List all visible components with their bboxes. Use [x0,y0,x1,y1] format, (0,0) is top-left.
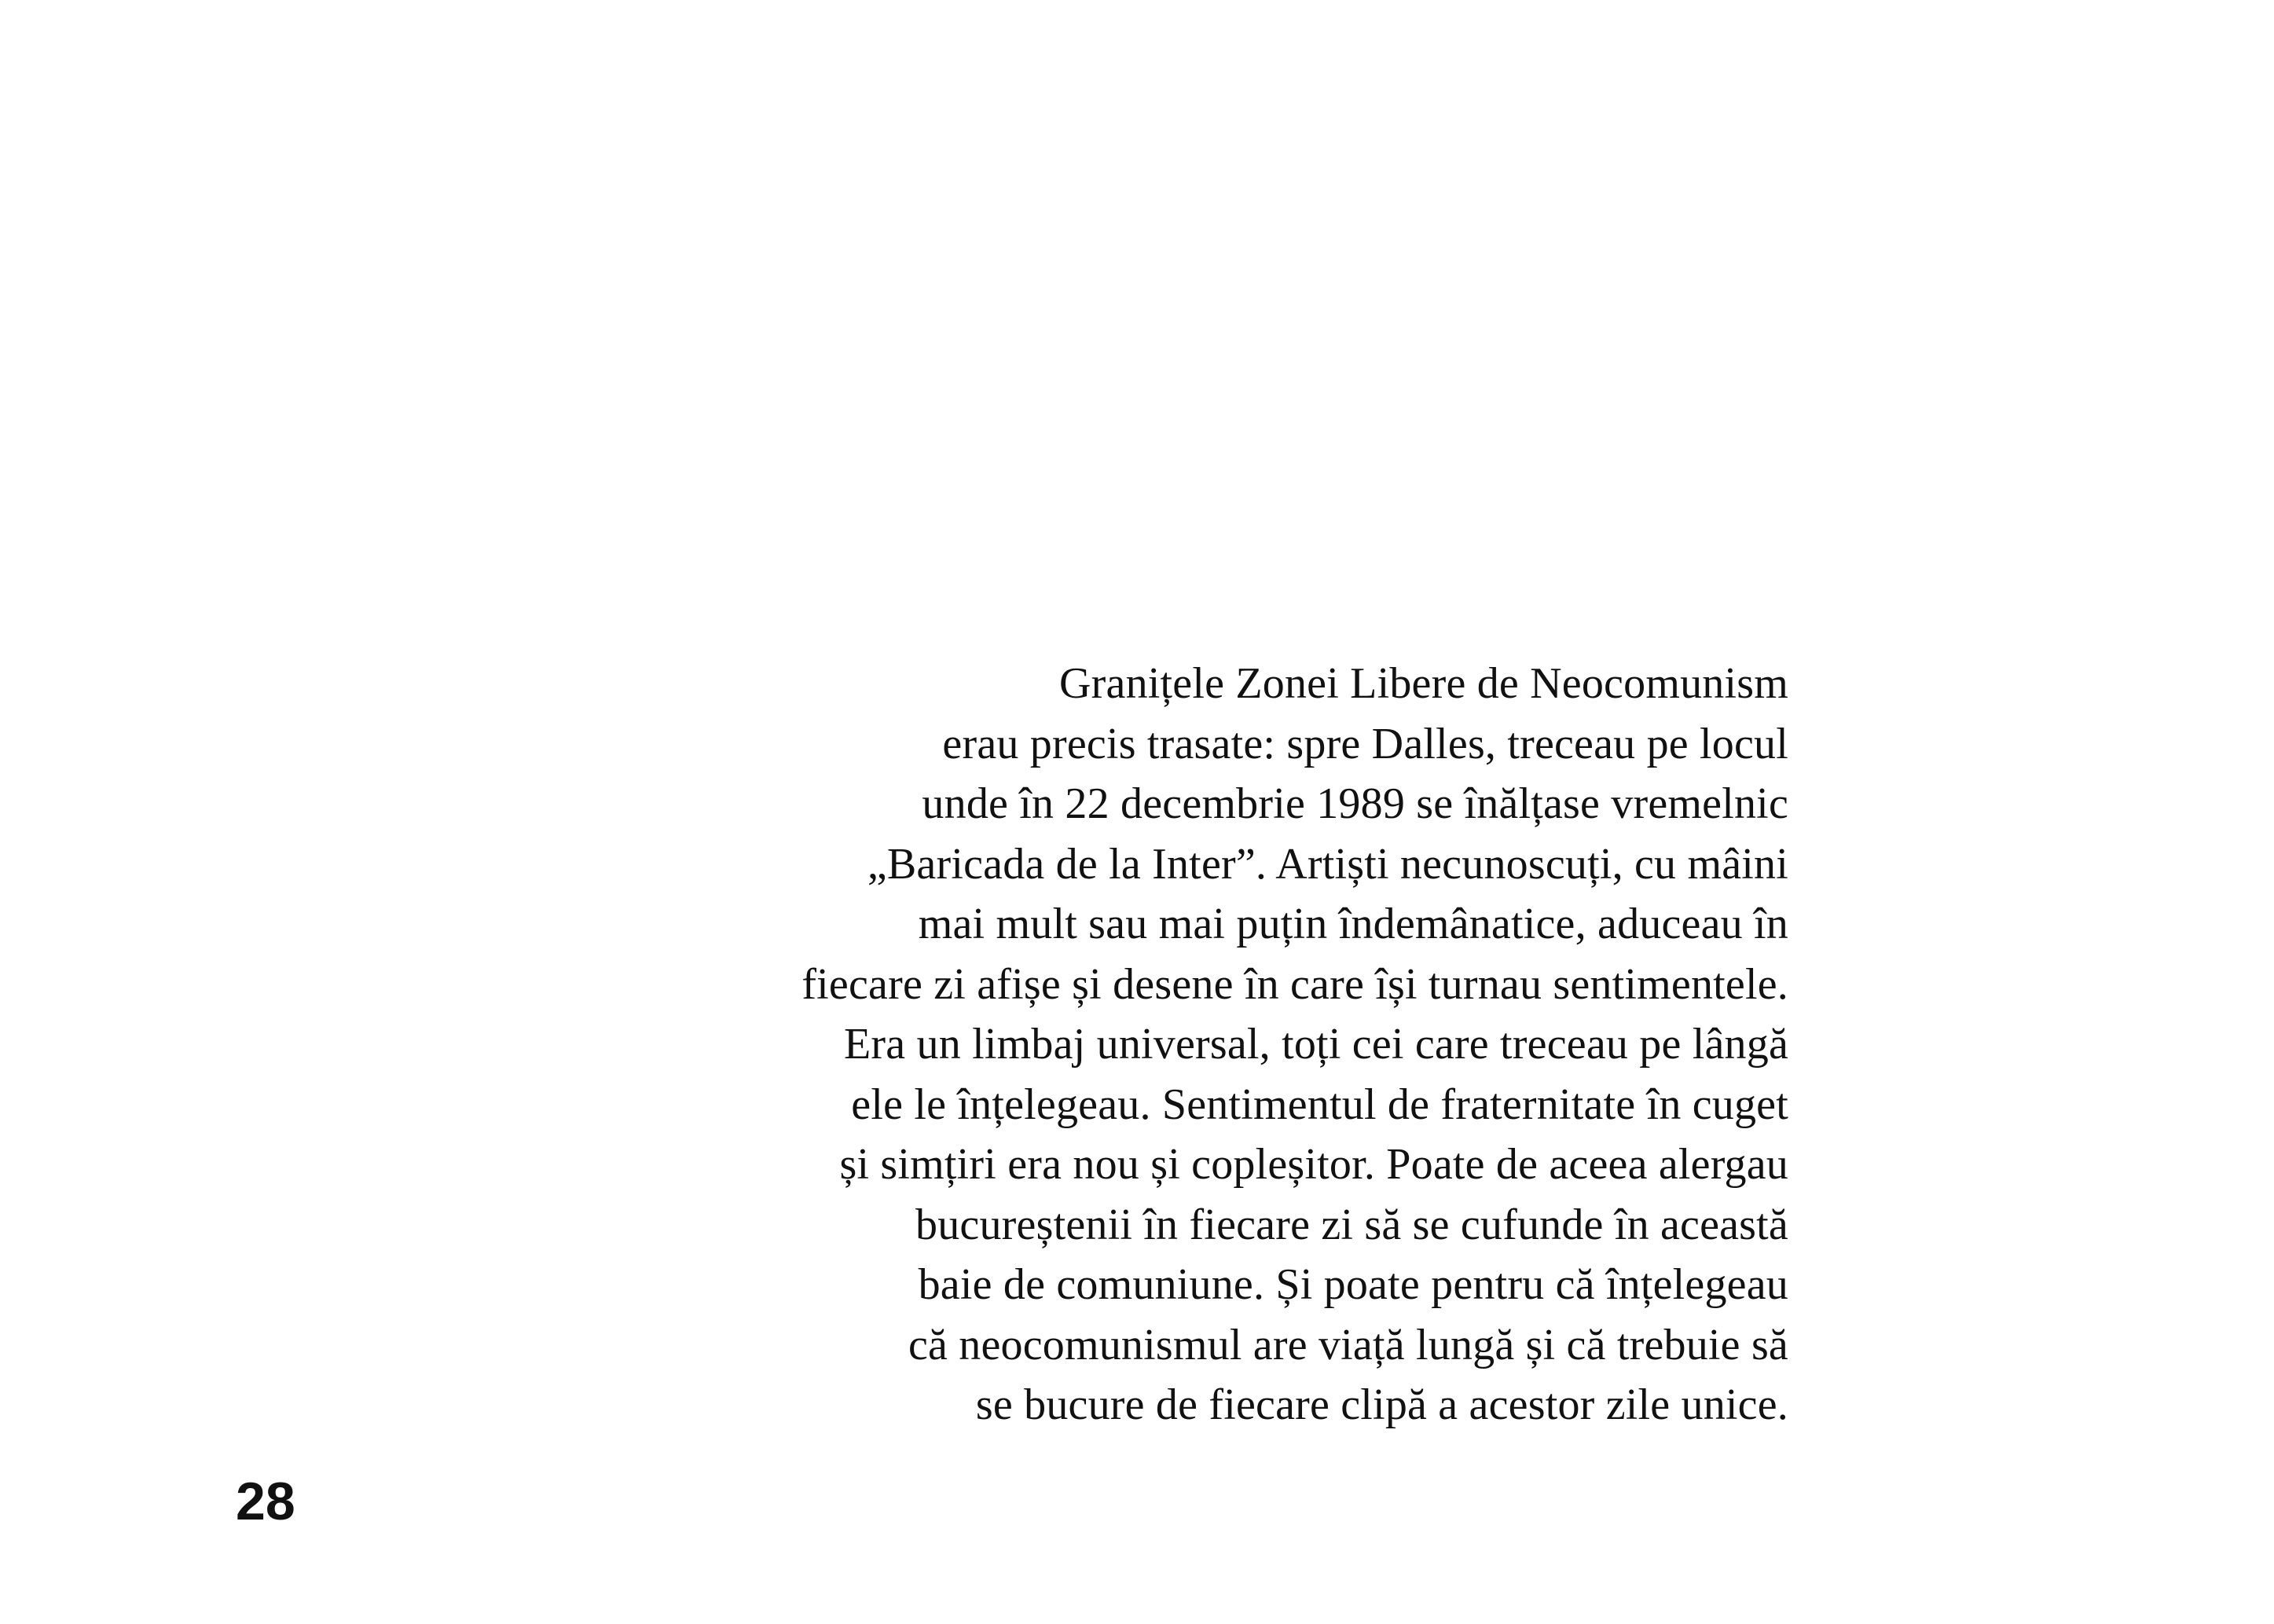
body-text-line: baie de comuniune. Și poate pentru că înțelegeau [918,1260,1788,1309]
body-text-line: Granițele Zonei Libere de Neocomunism [1059,659,1788,708]
body-text-line: și simțiri era nou și copleșitor. Poate de aceea alergau [839,1140,1788,1189]
body-text-line: erau precis trasate: spre Dalles, treceau pe locul [942,719,1788,768]
page-number: 28 [236,1472,295,1531]
body-text-line: bucureștenii în fiecare zi să se cufunde în această [915,1200,1788,1249]
body-text-line: că neocomunismul are viață lungă și că trebuie să [908,1320,1788,1369]
body-text-line: unde în 22 decembrie 1989 se înălțase vremelnic [922,779,1788,828]
body-text [649,654,1788,1435]
body-text-line: se bucure de fiecare clipă a acestor zile unice. [975,1380,1788,1429]
body-text-line: ele le înțelegeau. Sentimentul de fraternitate în cuget [851,1080,1788,1129]
body-text-line: fiecare zi afișe și desene în care își turnau sentimentele. [801,959,1788,1009]
body-text-line: mai mult sau mai puțin îndemânatice, aduceau în [918,900,1788,948]
body-text-line: „Baricada de la Inter”. Artiști necunoscuți, cu mâini [867,839,1788,889]
body-text-line: Era un limbaj universal, toți cei care treceau pe lângă [844,1020,1788,1069]
